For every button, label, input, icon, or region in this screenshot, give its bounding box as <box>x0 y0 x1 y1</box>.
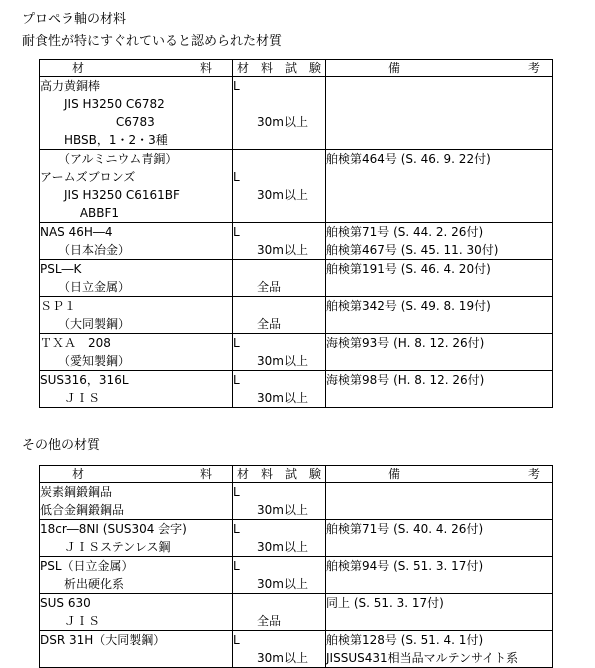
cell-line: PSL―K <box>40 262 82 276</box>
remarks-cell <box>326 297 553 334</box>
cell-line: 30m以上 <box>233 540 308 554</box>
cell-line: JIS H3250 C6782 <box>40 97 165 111</box>
test-cell <box>233 520 326 557</box>
cell-line: 炭素鋼鍛鋼品 <box>40 485 113 499</box>
cell-line: 舶検第191号 (S. 46. 4. 20付) <box>326 262 491 276</box>
cell-line: 舶検第128号 (S. 51. 4. 1付) <box>326 633 484 647</box>
table-row <box>40 520 553 557</box>
cell-line: 海検第98号 (H. 8. 12. 26付) <box>326 373 485 387</box>
table-row <box>40 557 553 594</box>
cell-line: 舶検第342号 (S. 49. 8. 19付) <box>326 299 491 313</box>
table-row <box>40 223 553 260</box>
cell-line: （日立金属） <box>40 280 131 294</box>
cell-line: 低合金鋼鍛鋼品 <box>40 503 125 517</box>
remarks-cell <box>326 483 553 520</box>
cell-line <box>326 315 552 333</box>
cell-line: ABBF1 <box>40 206 120 220</box>
remarks-cell <box>326 77 553 150</box>
remarks-cell <box>326 223 553 260</box>
cell-line <box>326 575 552 593</box>
cell-line <box>326 113 552 131</box>
cell-line <box>233 95 325 113</box>
cell-line: SUS316，316L <box>40 373 129 387</box>
header-remarks: 備 考 <box>326 60 553 77</box>
cell-line: （アルミニウム青銅） <box>40 152 178 166</box>
cell-line: ＪＩＳ <box>40 391 101 405</box>
table-header <box>40 466 553 483</box>
cell-line: L <box>233 336 240 350</box>
cell-line: 30m以上 <box>233 651 308 665</box>
material-cell <box>40 297 233 334</box>
cell-line: 析出硬化系 <box>40 577 125 591</box>
test-cell <box>233 594 326 631</box>
test-cell <box>233 371 326 408</box>
header-material-test: 材 料 試 験 <box>233 60 326 77</box>
cell-line <box>326 186 552 204</box>
cell-line: ＴＸＡ 208 <box>40 336 111 350</box>
material-cell <box>40 631 233 668</box>
test-cell <box>233 223 326 260</box>
table-row <box>40 483 553 520</box>
table-row <box>40 594 553 631</box>
material-cell <box>40 520 233 557</box>
remarks-cell <box>326 150 553 223</box>
table-row <box>40 77 553 150</box>
cell-line: 同上 (S. 51. 3. 17付) <box>326 596 444 610</box>
test-cell <box>233 77 326 150</box>
header-material-test: 材 料 試 験 <box>233 466 326 483</box>
cell-line: L <box>233 225 240 239</box>
remarks-cell <box>326 557 553 594</box>
cell-line: 全品 <box>233 317 282 331</box>
cell-line <box>326 612 552 630</box>
cell-line: 舶検第464号 (S. 46. 9. 22付) <box>326 152 491 166</box>
section-title-corrosion: 耐食性が特にすぐれていると認められた材質 <box>22 34 283 49</box>
section-title-other: その他の材質 <box>22 438 101 453</box>
table-row <box>40 631 553 668</box>
cell-line: 30m以上 <box>233 115 308 129</box>
material-cell <box>40 260 233 297</box>
cell-line <box>326 204 552 222</box>
cell-line: 全品 <box>233 280 282 294</box>
cell-line: SUS 630 <box>40 596 91 610</box>
cell-line: ＪＩＳ <box>40 614 101 628</box>
cell-line <box>326 77 552 95</box>
table-row <box>40 334 553 371</box>
cell-line <box>233 150 325 168</box>
cell-line: ＪＩＳステンレス鋼 <box>40 540 171 554</box>
cell-line: 30m以上 <box>233 188 308 202</box>
cell-line: 30m以上 <box>233 503 308 517</box>
cell-line: L <box>233 485 240 499</box>
test-cell <box>233 260 326 297</box>
test-cell <box>233 150 326 223</box>
cell-line: L <box>233 373 240 387</box>
cell-line: 30m以上 <box>233 243 308 257</box>
table-row <box>40 260 553 297</box>
cell-line: HBSB，1・2・3種 <box>40 133 168 147</box>
material-cell <box>40 77 233 150</box>
cell-line <box>233 260 325 278</box>
cell-line: JIS H3250 C6161BF <box>40 188 180 202</box>
cell-line <box>326 501 552 519</box>
cell-line: （日本冶金） <box>40 243 131 257</box>
cell-line <box>326 389 552 407</box>
cell-line: 海検第93号 (H. 8. 12. 26付) <box>326 336 485 350</box>
cell-line <box>233 594 325 612</box>
cell-line: L <box>233 522 240 536</box>
cell-line: （大同製鋼） <box>40 317 131 331</box>
cell-line <box>326 95 552 113</box>
cell-line <box>326 483 552 501</box>
cell-line: ＳＰ１ <box>40 299 77 313</box>
cell-line: L <box>233 170 240 184</box>
test-cell <box>233 334 326 371</box>
cell-line: L <box>233 633 240 647</box>
material-cell <box>40 150 233 223</box>
cell-line: 舶検第94号 (S. 51. 3. 17付) <box>326 559 484 573</box>
material-cell <box>40 334 233 371</box>
cell-line: PSL（日立金属） <box>40 559 134 573</box>
cell-line: L <box>233 79 240 93</box>
material-table-2 <box>39 465 553 668</box>
test-cell <box>233 557 326 594</box>
remarks-cell <box>326 334 553 371</box>
remarks-cell <box>326 594 553 631</box>
cell-line: 高力黄銅棒 <box>40 79 101 93</box>
cell-line: （愛知製鋼） <box>40 354 131 368</box>
table-row <box>40 150 553 223</box>
header-remarks: 備 考 <box>326 466 553 483</box>
remarks-cell <box>326 520 553 557</box>
cell-line: 舶検第71号 (S. 44. 2. 26付) <box>326 225 484 239</box>
cell-line: 全品 <box>233 614 282 628</box>
table-row <box>40 371 553 408</box>
table-header <box>40 60 553 77</box>
cell-line: DSR 31H（大同製鋼） <box>40 633 166 647</box>
cell-line: C6783 <box>40 115 155 129</box>
cell-line <box>326 278 552 296</box>
remarks-cell <box>326 260 553 297</box>
doc-title: プロペラ軸の材料 <box>22 12 127 27</box>
header-material: 材 料 <box>40 60 233 77</box>
cell-line <box>326 131 552 149</box>
cell-line: アームズブロンズ <box>40 170 136 184</box>
cell-line <box>326 168 552 186</box>
cell-line <box>233 131 325 149</box>
cell-line <box>326 352 552 370</box>
cell-line: L <box>233 559 240 573</box>
cell-line: 舶検第467号 (S. 45. 11. 30付) <box>326 243 499 257</box>
test-cell <box>233 297 326 334</box>
table-row <box>40 297 553 334</box>
cell-line <box>233 204 325 222</box>
remarks-cell <box>326 631 553 668</box>
cell-line <box>40 649 232 667</box>
material-cell <box>40 483 233 520</box>
cell-line: JISSUS431相当品マルテンサイト系 <box>326 651 519 665</box>
material-table-1 <box>39 59 553 408</box>
header-material: 材 料 <box>40 466 233 483</box>
cell-line: 18cr―8NI (SUS304 会字) <box>40 522 187 536</box>
cell-line: 30m以上 <box>233 391 308 405</box>
test-cell <box>233 483 326 520</box>
cell-line <box>233 297 325 315</box>
test-cell <box>233 631 326 668</box>
remarks-cell <box>326 371 553 408</box>
material-cell <box>40 594 233 631</box>
material-cell <box>40 223 233 260</box>
material-cell <box>40 557 233 594</box>
cell-line <box>326 538 552 556</box>
cell-line: NAS 46H―4 <box>40 225 113 239</box>
cell-line: 30m以上 <box>233 577 308 591</box>
cell-line: 舶検第71号 (S. 40. 4. 26付) <box>326 522 484 536</box>
material-cell <box>40 371 233 408</box>
cell-line: 30m以上 <box>233 354 308 368</box>
